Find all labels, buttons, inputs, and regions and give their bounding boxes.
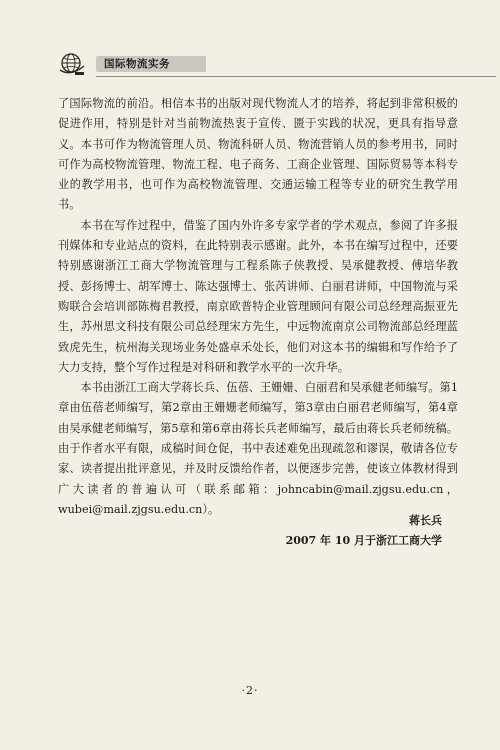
book-title: 国际物流实务	[104, 58, 170, 70]
author-signature: 蒋长兵	[409, 514, 442, 527]
globe-logo-icon	[58, 50, 88, 78]
page-number: ·2·	[241, 684, 259, 697]
paragraph: 本书由浙江工商大学蒋长兵、伍蓓、王姗姗、白丽君和吴承健老师编写。第1章由伍蓓老师编写，第2章由王姗姗老师编写，第3章由白丽君老师编写，第4章由吴承健老师编写，第5章和第6章由蒋长兵老师编写，最后由蒋长兵老师统稿。由于作者水平有限，成稿时间仓促，书中表述难免出现疏忽和谬误，敬请各位专家、读者提出批评意见，并及时反馈给作者，以便逐步完善，使该立体教材得到广大读者的普遍认可（联系邮箱：johncabin@mail.zjgsu.edu.cn，wubei@mail.zjgsu.edu.cn）。	[58, 381, 458, 516]
header-rule	[96, 76, 496, 77]
running-header	[58, 50, 458, 80]
preface-body	[58, 94, 458, 520]
paragraph: 本书在写作过程中，借鉴了国内外许多专家学者的学术观点，参阅了许多报刊媒体和专业站点的资料，在此特别表示感谢。此外，本书在编写过程中，还要特别感谢浙江工商大学物流管理与工程系陈子侠教授、吴承健教授、傅培华教授、彭扬博士、胡军博士、陈达强博士、张芮讲师、白丽君讲师，中国物流与采购联合会培训部陈梅君教授，南京欧普特企业管理顾问有限公司总经理高振亚先生，苏州思文科技有限公司总经理宋方先生，中远物流南京公司物流部总经理蓝致虎先生，杭州海关现场业务处盛卓禾处长，他们对这本书的编辑和写作给予了大力支持，整个写作过程是对科研和教学水平的一次升华。	[58, 218, 458, 374]
signature-date: 2007 年 10 月于浙江工商大学	[285, 534, 442, 547]
paragraph: 了国际物流的前沿。相信本书的出版对现代物流人才的培养，将起到非常积极的促进作用，特别是针对当前物流热衷于宣传、匮于实践的状况，更具有指导意义。本书可作为物流管理人员、物流科研人员、物流营销人员的参考用书，同时可作为高校物流管理、物流工程、电子商务、工商企业管理、国际贸易等本科专业的教学用书，也可作为高校物流管理、交通运输工程等专业的研究生教学用书。	[58, 97, 458, 212]
